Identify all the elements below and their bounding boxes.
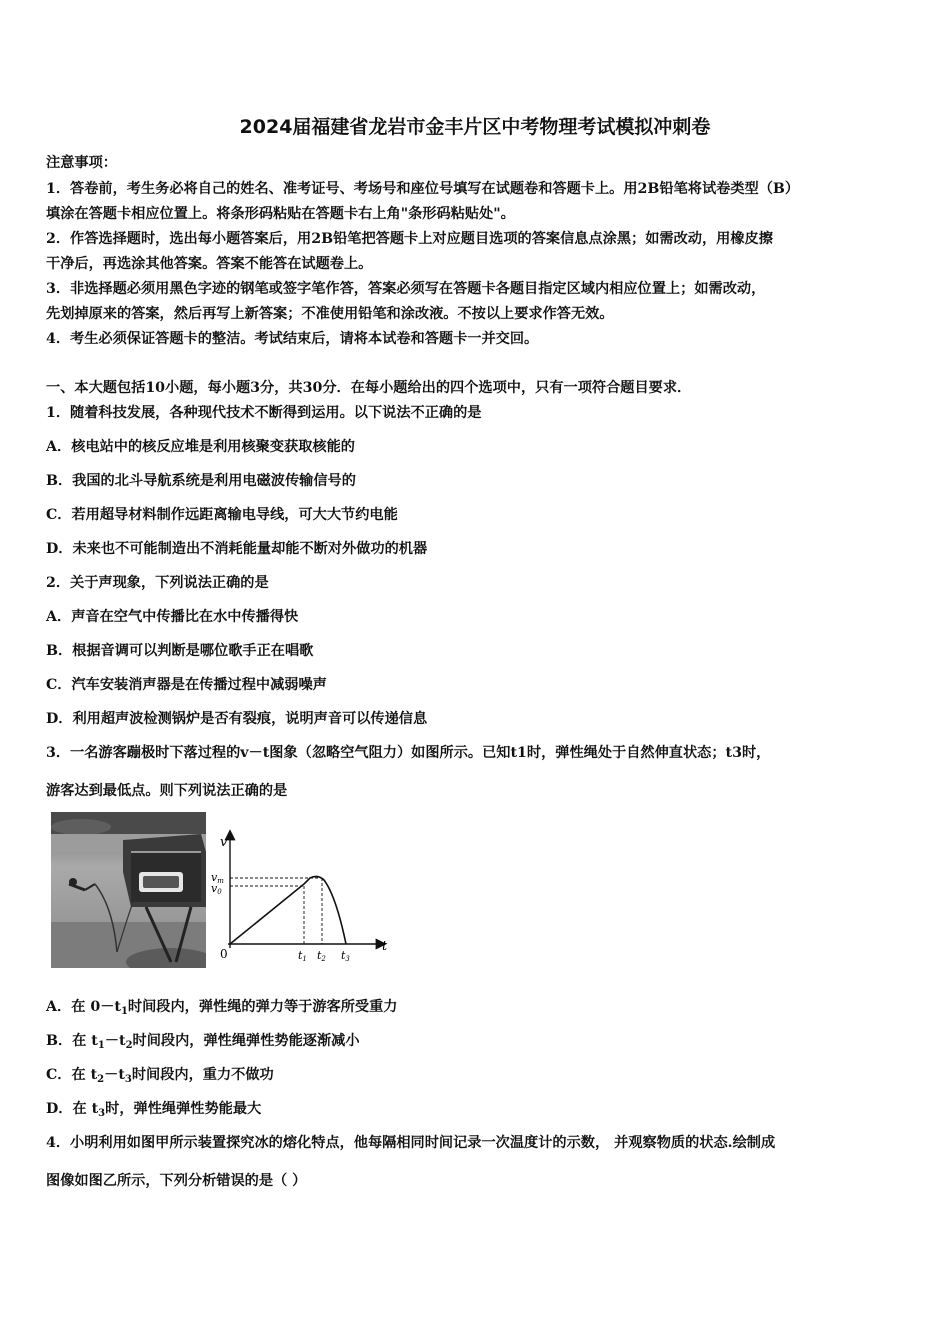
question-1-option-d: D．未来也不可能制造出不消耗能量却能不断对外做功的机器 — [46, 541, 428, 557]
vm-label: vm — [211, 871, 224, 885]
question-1-stem: 1．随着科技发展，各种现代技术不断得到运用。以下说法不正确的是 — [46, 405, 482, 421]
origin-label: 0 — [220, 947, 228, 961]
t2-label: t2 — [317, 949, 326, 963]
question-4-stem-line1: 4．小明利用如图甲所示装置探究冰的熔化特点，他每隔相同时间记录一次温度计的示数， 并观察物质的状态.绘制成 — [46, 1135, 776, 1151]
notice-heading: 注意事项： — [46, 155, 117, 171]
notice-line: 3．非选择题必须用黑色字迹的钢笔或签字笔作答，答案必须写在答题卡各题目指定区域内相应位置上；如需改动， — [46, 281, 766, 297]
velocity-curve — [230, 876, 346, 944]
v0-label: v0 — [211, 882, 222, 896]
page-title: 2024届福建省龙岩市金丰片区中考物理考试模拟冲刺卷 — [239, 116, 711, 138]
notice-line: 填涂在答题卡相应位置上。将条形码粘贴在答题卡右上角"条形码粘贴处"。 — [46, 206, 515, 222]
t1-label: t1 — [298, 949, 307, 963]
question-1-option-c: C．若用超导材料制作远距离输电导线，可大大节约电能 — [46, 507, 398, 523]
question-3-stem-line2: 游客达到最低点。则下列说法正确的是 — [46, 783, 288, 799]
notice-line: 4．考生必须保证答题卡的整洁。考试结束后，请将本试卷和答题卡一并交回。 — [46, 331, 539, 347]
notice-line: 2．作答选择题时，选出每小题答案后，用2B铅笔把答题卡上对应题目选项的答案信息点涂黑；如需改动，用橡皮擦 — [46, 231, 773, 247]
bungee-photo — [51, 812, 206, 968]
notice-line: 先划掉原来的答案，然后再写上新答案；不准使用铅笔和涂改液。不按以上要求作答无效。 — [46, 306, 614, 322]
notice-line: 干净后，再选涂其他答案。答案不能答在试题卷上。 — [46, 256, 373, 272]
question-2-option-a: A．声音在空气中传播比在水中传播得快 — [46, 609, 299, 625]
question-2-option-c: C．汽车安装消声器是在传播过程中减弱噪声 — [46, 677, 327, 693]
question-1-option-b: B．我国的北斗导航系统是利用电磁波传输信号的 — [46, 473, 356, 489]
notice-line: 1．答卷前，考生务必将自己的姓名、准考证号、考场号和座位号填写在试题卷和答题卡上。用2B铅笔将试卷类型（B） — [46, 181, 800, 197]
question-2-stem: 2．关于声现象，下列说法正确的是 — [46, 575, 269, 591]
v-axis-label: v — [220, 835, 228, 850]
question-2-option-b: B．根据音调可以判断是哪位歌手正在唱歌 — [46, 643, 314, 659]
question-2-option-d: D．利用超声波检测锅炉是否有裂痕，说明声音可以传递信息 — [46, 711, 428, 727]
t-axis-label: t — [382, 939, 388, 954]
question-3-stem-line1: 3．一名游客蹦极时下落过程的v－t图象（忽略空气阻力）如图所示。已知t1时，弹性绳处于自然伸直状态；t3时， — [46, 745, 771, 761]
question-4-stem-line2: 图像如图乙所示，下列分析错误的是（ ） — [46, 1173, 307, 1189]
v-t-graph — [206, 826, 396, 968]
section-heading: 一、本大题包括10小题，每小题3分，共30分．在每小题给出的四个选项中，只有一项符合题目要求． — [46, 380, 692, 396]
question-3-option-c: C．在 $t_2-t_3$时间段内，重力不做功 — [46, 1067, 274, 1085]
t3-label: t3 — [341, 949, 350, 963]
question-3-option-b: B．在 $t_1-t_2$时间段内，弹性绳弹性势能逐渐减小 — [46, 1033, 360, 1051]
question-3-option-a: A．在 $0-t_1$时间段内，弹性绳的弹力等于游客所受重力 — [46, 999, 398, 1017]
question-1-option-a: A．核电站中的核反应堆是利用核聚变获取核能的 — [46, 439, 355, 455]
question-3-option-d: D．在 $t_3$时，弹性绳弹性势能最大 — [46, 1101, 262, 1119]
